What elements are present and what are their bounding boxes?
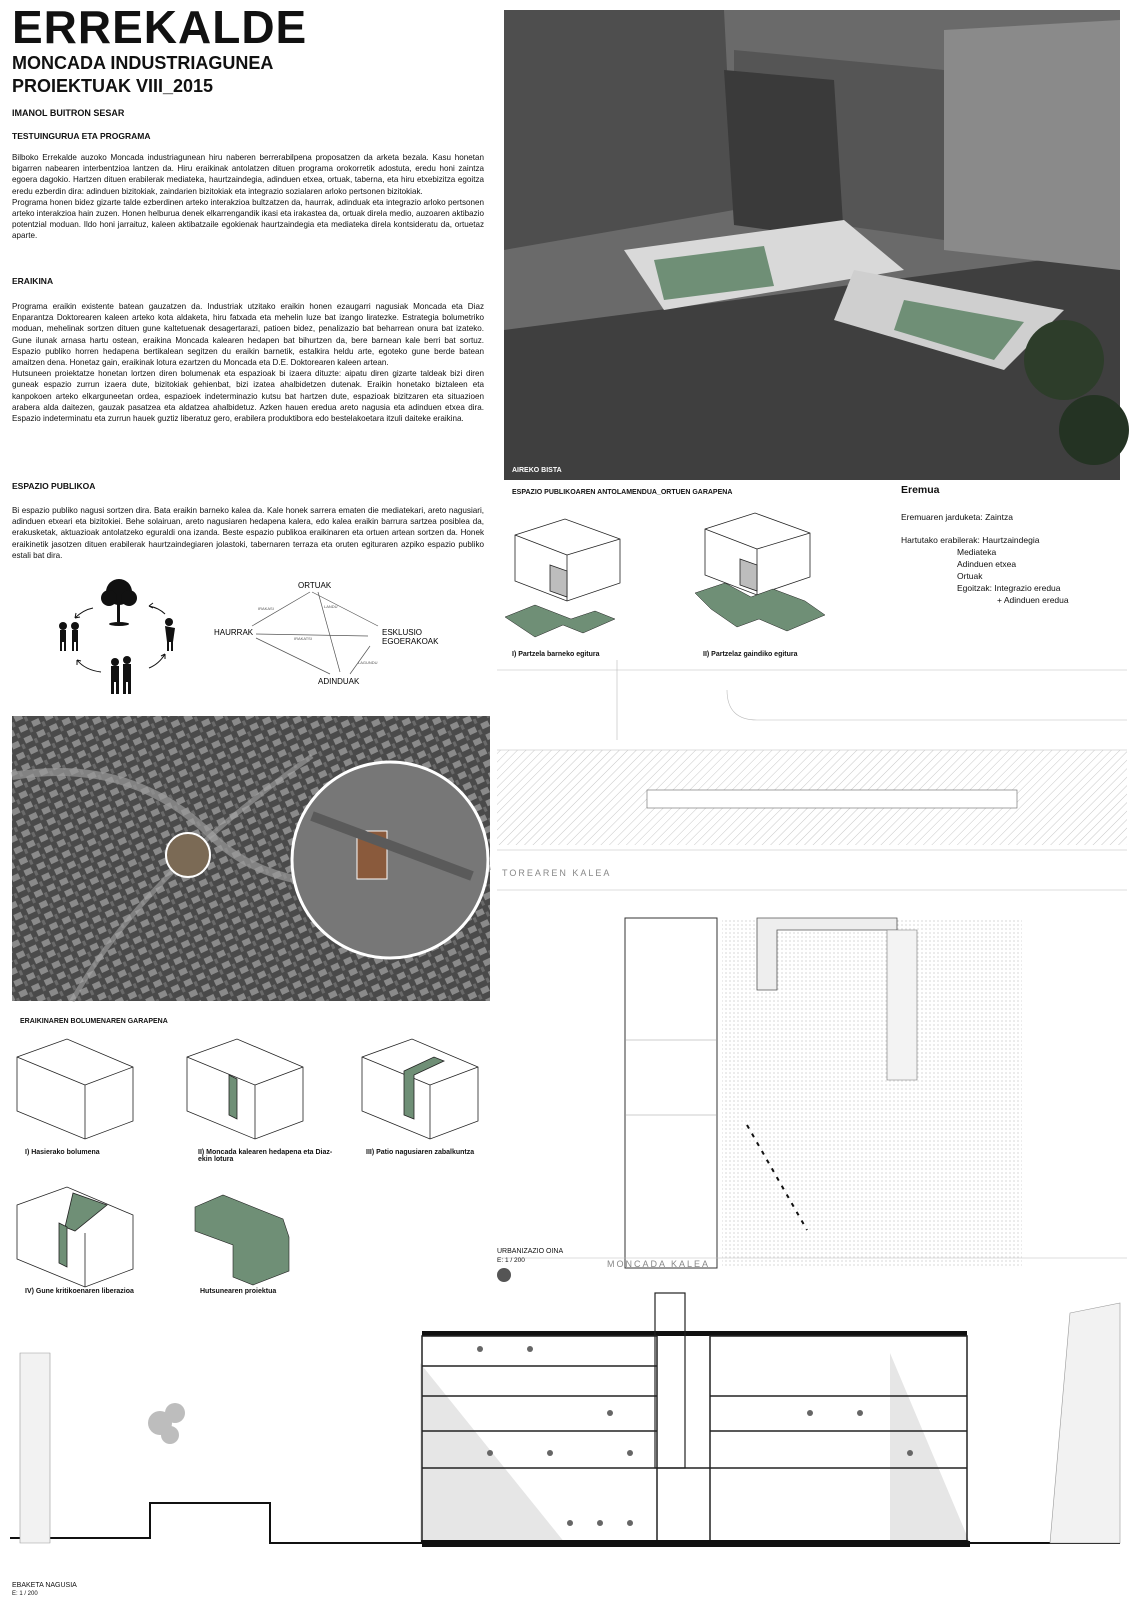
diagram-edge-label: IRAKASI [258, 606, 274, 611]
site-plan-label: URBANIZAZIO OINA [497, 1248, 564, 1255]
volume-diagrams [15, 1035, 495, 1305]
public-space-item-2: II) Partzelaz gaindiko egitura [703, 651, 798, 658]
site-plan-scale: E: 1 / 200 [497, 1257, 525, 1264]
section-heading-public-space: ESPAZIO PUBLIKOA [12, 481, 96, 491]
diagram-edge-label: LAGUNDU [358, 660, 378, 665]
paragraph: Programa eraikin existente batean gauzatzen da. Industriak utzitako eraikin honen ezaugarri nagusiak Moncada eta Diaz Enparantza Doktorearen kaleen arteko kota aldaketa, hiru fatxada eta mehelin luze bat izango liratezke. Estrategia bolumetriko moduan, mehelinak sortzen dituen gune kaltetuenak desagertarazi, patioen bidez, penalizazio bat beharrean onura bat izateko. Gune ilunak arnasa hartu ostean, eraikina Moncada kalearen hedapen bat bihurtzen da, bere barnean kale berri bat sortuz. Espazio publiko horren hedapena bertikalean segitzen du eraikin barnetik, estalkira heldu arte, egoteko gune berde batean amaitzen dena. Honetaz gain, eraikinak lotura ezartzen du Moncada eta D.E. Doktorearen kaleen artean. [12, 302, 484, 368]
paragraph: Bi espazio publiko nagusi sortzen dira. Bata eraikin barneko kalea da. Kale honek sarrera ematen die mediatekari, areto nagusiari, adinduen etxeari eta bizitokiei. Behe solairuan, areto nagusiaren hedapena kalera, edo kalea eraikin barrura sartzea posiblea da, erakusketak, aktuazioak antolatzeko eguraldi ona izanda. Beste espazio publikoa eraikinaren eta ortuen artean sortzen da. Honek eraikinetik jasotzen dituen erabilerak haurtzaindegiaren jolastoki, tabernaren terraza eta oruten egituraren azpiko espazio publiko estali bat dira. [12, 506, 484, 560]
eremua-use: Ortuak [957, 571, 983, 581]
satellite-map [12, 716, 490, 1001]
page-subtitle-2: PROIEKTUAK VIII_2015 [12, 76, 214, 96]
eremua-uses [901, 534, 1039, 546]
eremua-use-list [957, 546, 1069, 606]
eremua-uses-label: Hartutako erabilerak: [901, 535, 980, 545]
volume-item: I) Hasierako bolumena [25, 1149, 100, 1156]
tree-icon [101, 579, 137, 626]
volume-item: Hutsunearen proiektua [200, 1288, 277, 1295]
eremua-use: Adinduen etxea [957, 559, 1017, 569]
main-section-drawing [10, 1293, 1120, 1578]
page-subtitle-1: MONCADA INDUSTRIAGUNEA [12, 53, 274, 73]
section-body-public-space [12, 505, 484, 561]
relationship-diagram [200, 578, 439, 693]
public-space-diagrams [505, 505, 845, 645]
person-icon [165, 618, 175, 651]
public-space-item-1: I) Partzela barneko egitura [512, 651, 600, 658]
volume-item: IV) Gune kritikoenaren liberazioa [25, 1288, 134, 1295]
diagram-node: ESKLUSIO [382, 628, 423, 637]
diagram-node: ORTUAK [298, 581, 332, 590]
paragraph: Bilboko Errekalde auzoko Moncada industriagunean hiru naberen berrerabilpena proposatzen da arketa bezala. Kasu honetan bigarren nabearen interbentzioa lantzen da. Hiru eraikinak antolatzen dituen programa orokorretik adostuta, eredu honi zaintza egoera dagokio. Hartzen dituen erabilerak mediateka, haurtzaindegia, adinduen etxea, ortuak, taberna, eta hiru etxebizitza egoitza eredu ezberdin dira: adinduen bizitokiak, zaindarien bizitokiak eta integrazio sozialaren arloko pertsonen bizitokiak. [12, 153, 484, 196]
eremua-residence: + Adinduen eredua [997, 595, 1069, 605]
aerial-view-caption: AIREKO BISTA [512, 467, 562, 474]
satellite-map-graphic [12, 716, 490, 1001]
aerial-render-graphic [504, 10, 1120, 480]
section-label: EBAKETA NAGUSIA [12, 1582, 77, 1589]
eremua-activity: Eremuaren jarduketa: Zaintza [901, 512, 1013, 522]
site-plan-drawing [497, 660, 1127, 1275]
volume-item: III) Patio nagusiaren zabalkuntza [366, 1149, 475, 1156]
eremua-use: Haurtzaindegia [982, 535, 1040, 545]
eremua-residences-label: Egoitzak: [957, 583, 992, 593]
social-cycle-illustration [45, 578, 195, 708]
paragraph: Hutsuneen proiektatze honetan lortzen diren bolumenak eta espazioak bi izaera dituzte: aipatu diren gizarte taldeak bizi diren guneak espazio zurrun izaera dute, bizitokiak gehienbat, bizi izatea ahalbidetzen dutenak. Eraikin honetako biztaleen eta kanpokoen arteko elkarguneetan ordea, espazioek indeterminazio kutsu bat hartzen dute, espazioak bizitzaren eta situazioen arabera alda daitezen, gauzak pasatzea eta aldatzea ahalbidetuz. Azken hauen eredua areto nagusia eta adinduen etxea dira. Espazio indeterminatu eta zurrun hauek guztiz liberatuz gero, erabilera produktibora edo bestelakoetara itzuli daiteke eraikina. [12, 369, 484, 424]
author: IMANOL BUITRON SESAR [12, 108, 125, 118]
diagram-node: HAURRAK [214, 628, 254, 637]
diagram-edge-label: IRAKATSI [294, 636, 312, 641]
street-label-moncada: MONCADA KALEA [607, 1259, 711, 1269]
section-body-building [12, 301, 484, 424]
section-scale: E: 1 / 200 [12, 1591, 38, 1597]
north-arrow-icon [497, 1268, 511, 1282]
paragraph: Programa honen bidez gizarte talde ezberdinen arteko interakzioa bultzatzen da, haurrak, adinduak eta integrazio arloko pertsonen arteko interakzioa hain zuzen. Honen helburua denek elkarrengandik ikasi eta irakastea da, ortuak direla medio, auzoaren aktibazio potentzial moduan. Ildo honi jarraituz, kaleen aktibatzaile egokienak haurtzaindegia eta mediateka direla kontsideratu da, ortuetaz aparte. [12, 197, 484, 241]
diagram-node: ADINDUAK [318, 677, 360, 686]
eremua-residence: Integrazio eredua [994, 583, 1061, 593]
section-heading-building: ERAIKINA [12, 276, 54, 286]
page-title: ERREKALDE [12, 1, 308, 53]
children-icon [59, 622, 79, 651]
aerial-view-image [504, 10, 1120, 480]
section-heading-context: TESTUINGURUA ETA PROGRAMA [12, 131, 151, 141]
street-label-toreare: TOREAREN KALEA [502, 868, 612, 878]
eremua-use: Mediateka [957, 547, 997, 557]
volume-diagrams-heading: ERAIKINAREN BOLUMENAREN GARAPENA [20, 1018, 168, 1025]
diagram-node: EGOERAKOAK [382, 637, 439, 646]
eremua-heading: Eremua [901, 484, 940, 496]
volume-item: II) Moncada kalearen hedapena eta Diaz-ekin lotura [198, 1149, 333, 1163]
elderly-icon [111, 656, 131, 694]
diagram-edge-label: LANDU [324, 604, 338, 609]
section-body-context [12, 152, 484, 242]
public-space-heading: ESPAZIO PUBLIKOAREN ANTOLAMENDUA_ORTUEN GARAPENA [512, 489, 733, 496]
